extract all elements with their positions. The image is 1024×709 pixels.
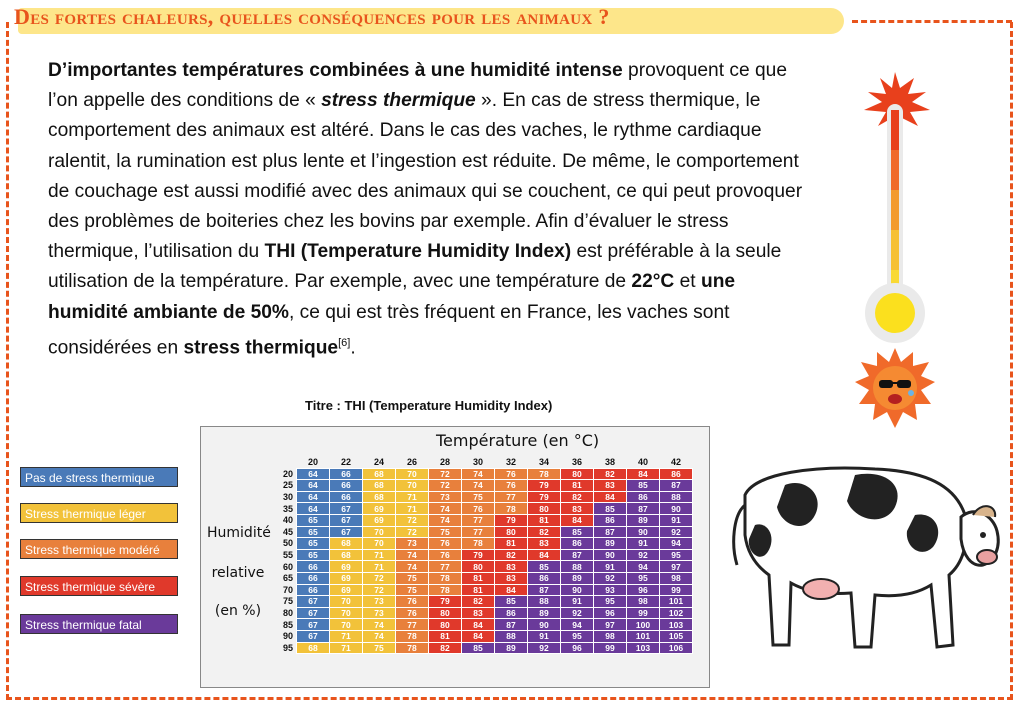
thi-cell: 78 [396,642,429,654]
thi-cell: 83 [462,607,495,619]
thi-cell: 105 [660,630,693,642]
thi-cell: 84 [561,514,594,526]
thi-cell: 79 [429,596,462,608]
table-row [271,538,693,550]
thi-cell: 88 [528,596,561,608]
x-axis-label: Température (en °C) [436,431,600,450]
humidity-header: 65 [271,572,297,584]
text-2: provoquent ce que l’on appelle des conditions de « [48,60,787,112]
thi-cell: 80 [561,468,594,480]
thi-cell: 81 [462,584,495,596]
thi-cell: 90 [627,526,660,538]
thi-cell: 70 [330,596,363,608]
thi-cell: 69 [330,561,363,573]
thi-cell: 67 [297,630,330,642]
thi-cell: 78 [396,630,429,642]
thi-cell: 85 [594,503,627,515]
thi-cell: 75 [363,642,396,654]
thi-cell: 64 [297,503,330,515]
legend-fatal-stress: Stress thermique fatal [20,614,178,634]
thi-cell: 73 [363,596,396,608]
legend-moderate-stress: Stress thermique modéré [20,539,178,559]
thi-cell: 77 [495,491,528,503]
thi-cell: 100 [627,619,660,631]
thi-cell: 81 [495,538,528,550]
thi-cell: 69 [363,503,396,515]
thi-cell: 106 [660,642,693,654]
thi-cell: 75 [429,526,462,538]
thi-cell: 68 [363,491,396,503]
thi-cell: 101 [660,596,693,608]
intro-paragraph [48,56,810,363]
thi-cell: 86 [594,514,627,526]
thi-cell: 86 [561,538,594,550]
thi-cell: 78 [462,538,495,550]
thi-cell: 94 [561,619,594,631]
thi-cell: 86 [627,491,660,503]
humidity-header: 75 [271,596,297,608]
thi-chart [200,426,710,688]
humidity-header: 80 [271,607,297,619]
table-row [271,619,693,631]
thi-cell: 69 [363,514,396,526]
thi-cell: 82 [561,491,594,503]
temperature-header: 38 [594,457,627,468]
thi-cell: 73 [363,607,396,619]
thi-cell: 80 [429,619,462,631]
text-bold-1: D’importantes températures combinées à une humidité intense [48,60,623,81]
thi-cell: 82 [462,596,495,608]
thi-cell: 90 [594,549,627,561]
thi-cell: 85 [528,561,561,573]
thi-cell: 98 [660,572,693,584]
thi-cell: 85 [561,526,594,538]
table-row [271,514,693,526]
temperature-header: 24 [363,457,396,468]
thi-cell: 88 [495,630,528,642]
thi-cell: 68 [363,480,396,492]
text-4: ». En cas de stress thermique, le comportement des animaux est altéré. Dans le cas des vaches, le rythme cardiaque ralentit, la rumination est plus lente et l’ingestion est réduite. De même, le comportement de couchage est aussi modifié avec des animaux qui se couchent, ce qui peut provoquer des problèmes de boiteries chez les bovins par exemple. Afin d’évaluer le stress thermique, l’utilisation du [48,90,803,263]
thi-cell: 74 [429,503,462,515]
thi-cell: 84 [528,549,561,561]
thi-cell: 92 [594,572,627,584]
thi-cell: 72 [429,468,462,480]
thi-cell: 72 [429,480,462,492]
temperature-header: 36 [561,457,594,468]
thi-cell: 81 [429,630,462,642]
thi-cell: 67 [330,503,363,515]
humidity-header: 30 [271,491,297,503]
thi-cell: 76 [396,596,429,608]
thi-cell: 96 [627,584,660,596]
legend-no-stress: Pas de stress thermique [20,467,178,487]
thi-cell: 89 [627,514,660,526]
thi-cell: 91 [594,561,627,573]
thi-cell: 82 [429,642,462,654]
y-axis-label-1: Humidité [207,525,271,541]
thi-cell: 87 [660,480,693,492]
thi-cell: 71 [363,561,396,573]
thi-cell: 84 [495,584,528,596]
thi-cell: 70 [330,607,363,619]
humidity-header: 85 [271,619,297,631]
thi-cell: 70 [363,526,396,538]
thi-cell: 70 [396,468,429,480]
thi-cell: 74 [429,514,462,526]
thi-cell: 95 [594,596,627,608]
table-row [271,503,693,515]
thi-cell: 80 [429,607,462,619]
table-row [271,561,693,573]
text-stress-final: stress thermique [183,337,339,359]
thi-cell: 83 [594,480,627,492]
thi-cell: 71 [396,503,429,515]
humidity-header: 50 [271,538,297,550]
table-row [271,480,693,492]
text-end: . [350,337,356,359]
thi-cell: 96 [561,642,594,654]
thi-cell: 77 [429,561,462,573]
thi-cell: 78 [429,572,462,584]
thi-cell: 70 [396,480,429,492]
thi-cell: 85 [495,596,528,608]
thi-cell: 89 [561,572,594,584]
thi-cell: 80 [462,561,495,573]
thi-cell: 71 [396,491,429,503]
thi-cell: 71 [363,549,396,561]
thi-cell: 65 [297,549,330,561]
text-humidity: une humidité ambiante de 50% [48,271,736,323]
thi-cell: 67 [297,596,330,608]
thi-cell: 75 [462,491,495,503]
thi-cell: 84 [462,630,495,642]
thi-cell: 81 [528,514,561,526]
thi-cell: 95 [660,549,693,561]
thi-cell: 101 [627,630,660,642]
thi-cell: 64 [297,468,330,480]
thi-cell: 81 [561,480,594,492]
thi-cell: 80 [528,503,561,515]
thi-cell: 74 [396,561,429,573]
thi-cell: 103 [660,619,693,631]
thi-cell: 65 [297,526,330,538]
humidity-header: 25 [271,480,297,492]
thi-cell: 92 [627,549,660,561]
thi-cell: 67 [330,526,363,538]
thi-cell: 79 [528,491,561,503]
humidity-header: 70 [271,584,297,596]
thi-cell: 68 [330,549,363,561]
humidity-header: 55 [271,549,297,561]
temperature-header: 30 [462,457,495,468]
thi-cell: 82 [528,526,561,538]
thi-cell: 86 [528,572,561,584]
table-row [271,572,693,584]
table-row [271,468,693,480]
thi-cell: 73 [396,538,429,550]
thi-cell: 74 [363,619,396,631]
thi-cell: 67 [330,514,363,526]
title-bar [0,0,1024,44]
thi-cell: 68 [330,538,363,550]
thi-cell: 66 [297,572,330,584]
thi-cell: 66 [330,491,363,503]
thi-cell: 66 [330,480,363,492]
thi-cell: 83 [561,503,594,515]
sun-icon [855,348,935,428]
table-row [271,607,693,619]
humidity-header: 45 [271,526,297,538]
thi-cell: 72 [396,526,429,538]
thi-cell: 97 [660,561,693,573]
thi-cell: 91 [627,538,660,550]
thi-cell: 87 [495,619,528,631]
thi-cell: 91 [528,630,561,642]
table-row [271,642,693,654]
thi-cell: 66 [297,561,330,573]
thi-cell: 78 [528,468,561,480]
thi-cell: 80 [495,526,528,538]
humidity-header: 20 [271,468,297,480]
thi-cell: 67 [297,619,330,631]
thi-cell: 85 [627,480,660,492]
thi-cell: 96 [594,607,627,619]
temperature-header: 42 [660,457,693,468]
thi-cell: 66 [330,468,363,480]
humidity-header: 60 [271,561,297,573]
thi-cell: 77 [462,514,495,526]
table-row [271,526,693,538]
y-axis-label-2: relative [211,565,265,581]
thi-cell: 65 [297,538,330,550]
thi-cell: 86 [495,607,528,619]
thi-cell: 76 [429,549,462,561]
thi-cell: 89 [495,642,528,654]
thi-cell: 76 [495,468,528,480]
thi-cell: 94 [660,538,693,550]
thi-cell: 82 [495,549,528,561]
thi-cell: 74 [396,549,429,561]
text-6: est préférable à la seule utilisation de la température. Par exemple, avec une température de [48,241,782,293]
reference-6[interactable]: [6] [338,336,351,349]
thi-cell: 93 [594,584,627,596]
thi-cell: 74 [462,480,495,492]
thi-cell: 69 [330,584,363,596]
text-thi: THI (Temperature Humidity Index) [264,241,572,263]
thi-cell: 76 [462,503,495,515]
legend-severe-stress: Stress thermique sévère [20,576,178,596]
thi-cell: 92 [561,607,594,619]
thi-cell: 68 [297,642,330,654]
table-row [271,596,693,608]
thi-cell: 76 [396,607,429,619]
thi-cell: 70 [330,619,363,631]
thi-cell: 72 [363,584,396,596]
temperature-header: 26 [396,457,429,468]
chart-title: Titre : THI (Temperature Humidity Index) [305,398,553,413]
thi-cell: 69 [330,572,363,584]
table-row [271,584,693,596]
temperature-header: 20 [297,457,330,468]
thi-cell: 99 [627,607,660,619]
thi-cell: 91 [561,596,594,608]
thi-cell: 97 [594,619,627,631]
temperature-header: 32 [495,457,528,468]
page-title: Des fortes chaleurs, quelles conséquences pour les animaux ? [14,4,610,29]
thi-cell: 75 [396,572,429,584]
thi-cell: 86 [660,468,693,480]
thi-cell: 90 [660,503,693,515]
thi-cell: 87 [528,584,561,596]
temperature-header: 22 [330,457,363,468]
thi-cell: 77 [462,526,495,538]
table-row [271,549,693,561]
thi-cell: 88 [660,491,693,503]
thi-cell: 89 [528,607,561,619]
table-corner [271,457,297,468]
thi-cell: 79 [528,480,561,492]
thi-cell: 83 [495,561,528,573]
thi-cell: 88 [561,561,594,573]
thi-cell: 91 [660,514,693,526]
thi-cell: 78 [495,503,528,515]
thi-cell: 74 [363,630,396,642]
thi-cell: 71 [330,630,363,642]
thi-cell: 79 [495,514,528,526]
table-row [271,491,693,503]
thi-cell: 85 [462,642,495,654]
humidity-header: 35 [271,503,297,515]
thi-cell: 84 [462,619,495,631]
text-stress-thermique: stress thermique [321,90,476,112]
thi-cell: 77 [396,619,429,631]
thi-cell: 76 [495,480,528,492]
thi-cell: 98 [594,630,627,642]
y-axis-label-3: (en %) [214,603,262,619]
thi-cell: 102 [660,607,693,619]
thermometer-icon [850,70,940,350]
thi-cell: 92 [660,526,693,538]
thi-cell: 83 [528,538,561,550]
thi-cell: 90 [561,584,594,596]
thi-cell: 64 [297,491,330,503]
thi-cell: 81 [462,572,495,584]
thi-cell: 83 [495,572,528,584]
thi-cell: 82 [594,468,627,480]
thi-cell: 103 [627,642,660,654]
thi-cell: 70 [363,538,396,550]
thi-cell: 67 [297,607,330,619]
text-10: , ce qui est très fréquent en France, les vaches sont considérées en [48,301,730,359]
thi-cell: 74 [462,468,495,480]
thi-cell: 90 [528,619,561,631]
thi-cell: 73 [429,491,462,503]
humidity-header: 95 [271,642,297,654]
thi-cell: 76 [429,538,462,550]
thi-cell: 95 [627,572,660,584]
thi-cell: 66 [297,584,330,596]
humidity-header: 90 [271,630,297,642]
thi-cell: 84 [627,468,660,480]
thi-cell: 87 [561,549,594,561]
text-8: et [674,271,701,293]
thi-cell: 78 [429,584,462,596]
thi-cell: 64 [297,480,330,492]
thi-cell: 95 [561,630,594,642]
thi-cell: 89 [594,538,627,550]
thi-heatmap-table [271,457,693,654]
thi-cell: 87 [594,526,627,538]
humidity-header: 40 [271,514,297,526]
thi-cell: 98 [627,596,660,608]
table-row [271,630,693,642]
temperature-header: 40 [627,457,660,468]
thi-cell: 72 [396,514,429,526]
thi-cell: 65 [297,514,330,526]
temperature-header: 34 [528,457,561,468]
thi-cell: 75 [396,584,429,596]
thi-cell: 87 [627,503,660,515]
thi-cell: 94 [627,561,660,573]
thi-cell: 72 [363,572,396,584]
legend-light-stress: Stress thermique léger [20,503,178,523]
cow-illustration [725,455,1010,660]
thi-cell: 71 [330,642,363,654]
thi-cell: 99 [660,584,693,596]
text-22c: 22°C [631,271,675,293]
thi-cell: 79 [462,549,495,561]
temperature-header: 28 [429,457,462,468]
thi-cell: 68 [363,468,396,480]
thi-cell: 84 [594,491,627,503]
thi-cell: 99 [594,642,627,654]
thi-cell: 92 [528,642,561,654]
